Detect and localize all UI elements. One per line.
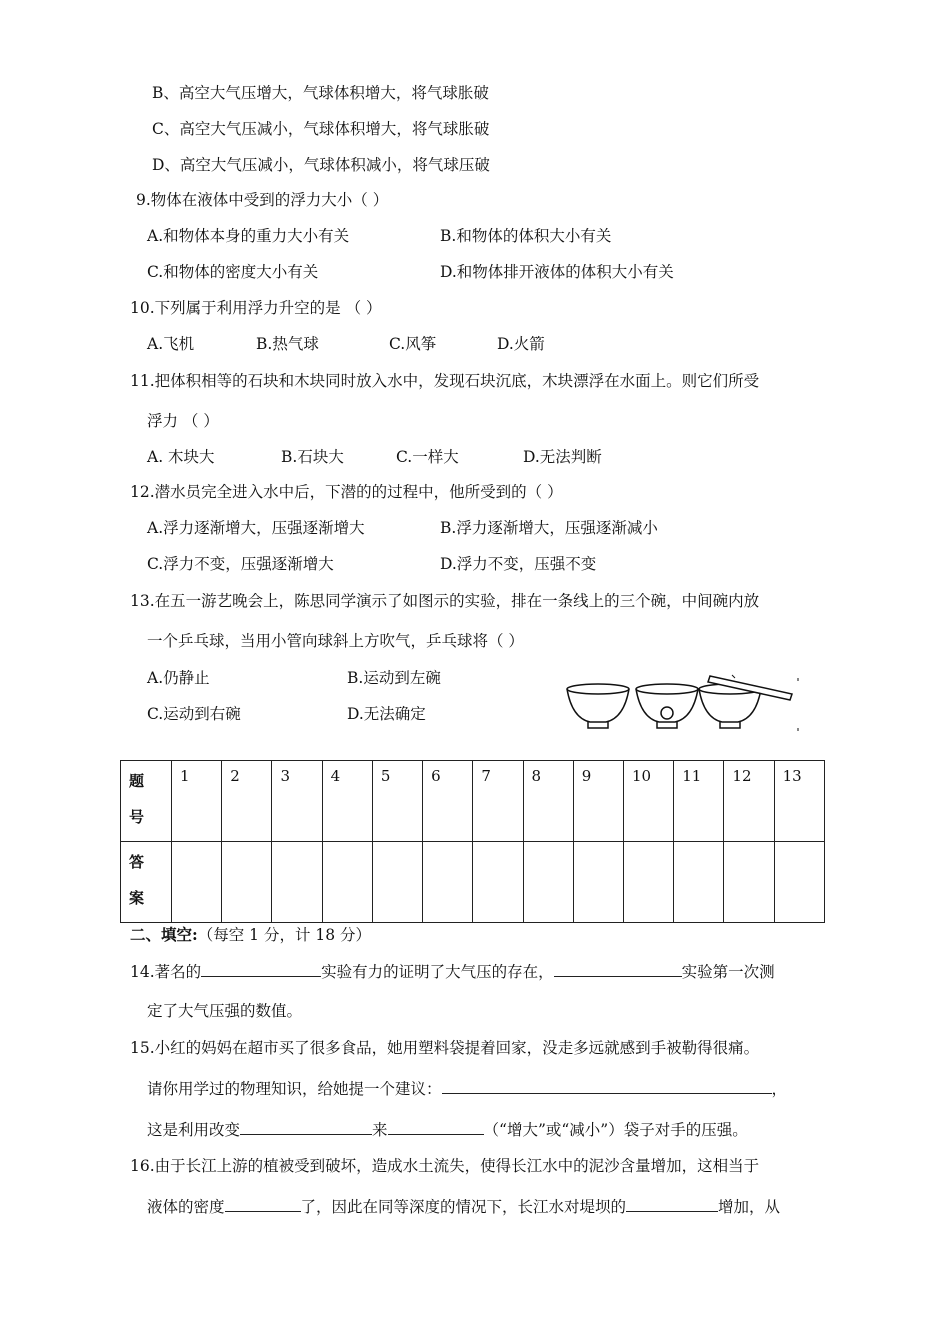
q13-option-b: B.运动到左碗 bbox=[347, 669, 441, 687]
answer-cell[interactable] bbox=[573, 842, 623, 923]
section2-note: （每空 1 分，计 18 分） bbox=[197, 926, 372, 944]
q14-line1: 14.著名的 实验有力的证明了大气压的存在， 实验第一次测 bbox=[130, 960, 775, 983]
q15-line2: 请你用学过的物理知识，给她提一个建议： ， bbox=[147, 1077, 787, 1100]
left-bowl bbox=[567, 684, 629, 728]
answer-cell[interactable] bbox=[523, 842, 573, 923]
question-number-cell: 12 bbox=[724, 761, 774, 842]
q10-option-b: B.热气球 bbox=[256, 335, 319, 353]
q9-stem: 9.物体在液体中受到的浮力大小（ ） bbox=[136, 191, 389, 209]
q11-option-a: A. 木块大 bbox=[147, 448, 215, 466]
q15-line1: 15.小红的妈妈在超市买了很多食品，她用塑料袋提着回家，没走多远就感到手被勒得很痛。 bbox=[130, 1039, 760, 1057]
question-number-cell: 2 bbox=[222, 761, 272, 842]
q11-option-d: D.无法判断 bbox=[523, 448, 602, 466]
question-number-cell: 1 bbox=[172, 761, 222, 842]
q9-option-d: D.和物体排开液体的体积大小有关 bbox=[440, 263, 674, 281]
question-number-cell: 8 bbox=[523, 761, 573, 842]
question-number-cell: 10 bbox=[623, 761, 673, 842]
q15-blank-change[interactable] bbox=[240, 1118, 372, 1135]
q13-stem-line1: 13.在五一游艺晚会上，陈思同学演示了如图示的实验，排在一条线上的三个碗，中间碗内放 bbox=[130, 592, 760, 610]
question-number-cell: 4 bbox=[322, 761, 372, 842]
question-number-cell: 9 bbox=[573, 761, 623, 842]
answer-cell[interactable] bbox=[372, 842, 422, 923]
answer-cell[interactable] bbox=[724, 842, 774, 923]
question-number-cell: 13 bbox=[774, 761, 824, 842]
q12-option-d: D.浮力不变，压强不变 bbox=[440, 555, 597, 573]
q11-option-c: C.一样大 bbox=[396, 448, 459, 466]
q10-stem: 10.下列属于利用浮力升空的是 （ ） bbox=[130, 299, 382, 317]
answer-cell[interactable] bbox=[272, 842, 322, 923]
answer-cell[interactable] bbox=[423, 842, 473, 923]
q14-blank-2[interactable] bbox=[554, 960, 682, 977]
answer-cell[interactable] bbox=[473, 842, 523, 923]
answer-cell[interactable] bbox=[322, 842, 372, 923]
answer-cell[interactable] bbox=[623, 842, 673, 923]
q14-line2: 定了大气压强的数值。 bbox=[147, 1002, 303, 1020]
answer-table-number-row bbox=[121, 761, 825, 842]
q16-blank-density[interactable] bbox=[225, 1195, 301, 1212]
answer-cell[interactable] bbox=[222, 842, 272, 923]
q15-blank-suggestion[interactable] bbox=[442, 1077, 772, 1094]
middle-bowl bbox=[636, 684, 698, 728]
q16-line1: 16.由于长江上游的植被受到破坏，造成水土流失，使得长江水中的泥沙含量增加，这相当于 bbox=[130, 1157, 760, 1175]
q10-option-a: A.飞机 bbox=[147, 335, 195, 353]
q11-option-b: B.石块大 bbox=[281, 448, 344, 466]
q12-option-a: A.浮力逐渐增大，压强逐渐增大 bbox=[147, 519, 365, 537]
q10-option-d: D.火箭 bbox=[497, 335, 545, 353]
q10-option-c: C.风筝 bbox=[389, 335, 437, 353]
air-mark bbox=[732, 675, 735, 678]
q14-blank-1[interactable] bbox=[201, 960, 321, 977]
answer-table bbox=[120, 760, 825, 923]
section2-heading bbox=[130, 924, 371, 946]
question-number-cell: 5 bbox=[372, 761, 422, 842]
q13-stem-line2: 一个乒乓球，当用小管向球斜上方吹气，乒乓球将（ ） bbox=[147, 632, 524, 650]
q8-option-c: C、高空大气压减小，气球体积增大，将气球胀破 bbox=[152, 120, 490, 138]
ping-pong-ball bbox=[661, 707, 673, 719]
q13-option-c: C.运动到右碗 bbox=[147, 705, 241, 723]
question-number-cell: 3 bbox=[272, 761, 322, 842]
q16-blank-pressure[interactable] bbox=[626, 1195, 718, 1212]
question-number-cell: 11 bbox=[674, 761, 724, 842]
number-row-header: 题 号 bbox=[121, 761, 172, 842]
q9-option-b: B.和物体的体积大小有关 bbox=[440, 227, 612, 245]
section2-title: 二、填空: bbox=[130, 925, 198, 944]
three-bowls-figure bbox=[560, 672, 810, 734]
q13-option-d: D.无法确定 bbox=[347, 705, 426, 723]
q12-stem: 12.潜水员完全进入水中后，下潜的的过程中，他所受到的（ ） bbox=[130, 483, 563, 501]
answer-cell[interactable] bbox=[774, 842, 824, 923]
q9-option-a: A.和物体本身的重力大小有关 bbox=[147, 227, 350, 245]
q9-option-c: C.和物体的密度大小有关 bbox=[147, 263, 319, 281]
q11-stem-line2: 浮力 （ ） bbox=[147, 412, 219, 430]
blow-tube bbox=[708, 676, 792, 700]
q15-line3: 这是利用改变 来 （“增大”或“减小”）袋子对手的压强。 bbox=[147, 1118, 748, 1141]
answer-table-answer-row bbox=[121, 842, 825, 923]
answer-row-header: 答 案 bbox=[121, 842, 172, 923]
q15-blank-direction[interactable] bbox=[388, 1118, 484, 1135]
q12-option-c: C.浮力不变，压强逐渐增大 bbox=[147, 555, 334, 573]
q11-stem-line1: 11.把体积相等的石块和木块同时放入水中，发现石块沉底，木块漂浮在水面上。则它们所受 bbox=[130, 372, 760, 390]
question-number-cell: 7 bbox=[473, 761, 523, 842]
q8-option-b: B、高空大气压增大，气球体积增大，将气球胀破 bbox=[152, 84, 489, 102]
answer-cell[interactable] bbox=[172, 842, 222, 923]
q12-option-b: B.浮力逐渐增大，压强逐渐减小 bbox=[440, 519, 658, 537]
answer-cell[interactable] bbox=[674, 842, 724, 923]
question-number-cell: 6 bbox=[423, 761, 473, 842]
q8-option-d: D、高空大气压减小，气球体积减小，将气球压破 bbox=[152, 156, 490, 174]
q13-option-a: A.仍静止 bbox=[147, 669, 210, 687]
q16-line2: 液体的密度 了，因此在同等深度的情况下，长江水对堤坝的 增加，从 bbox=[147, 1195, 780, 1218]
